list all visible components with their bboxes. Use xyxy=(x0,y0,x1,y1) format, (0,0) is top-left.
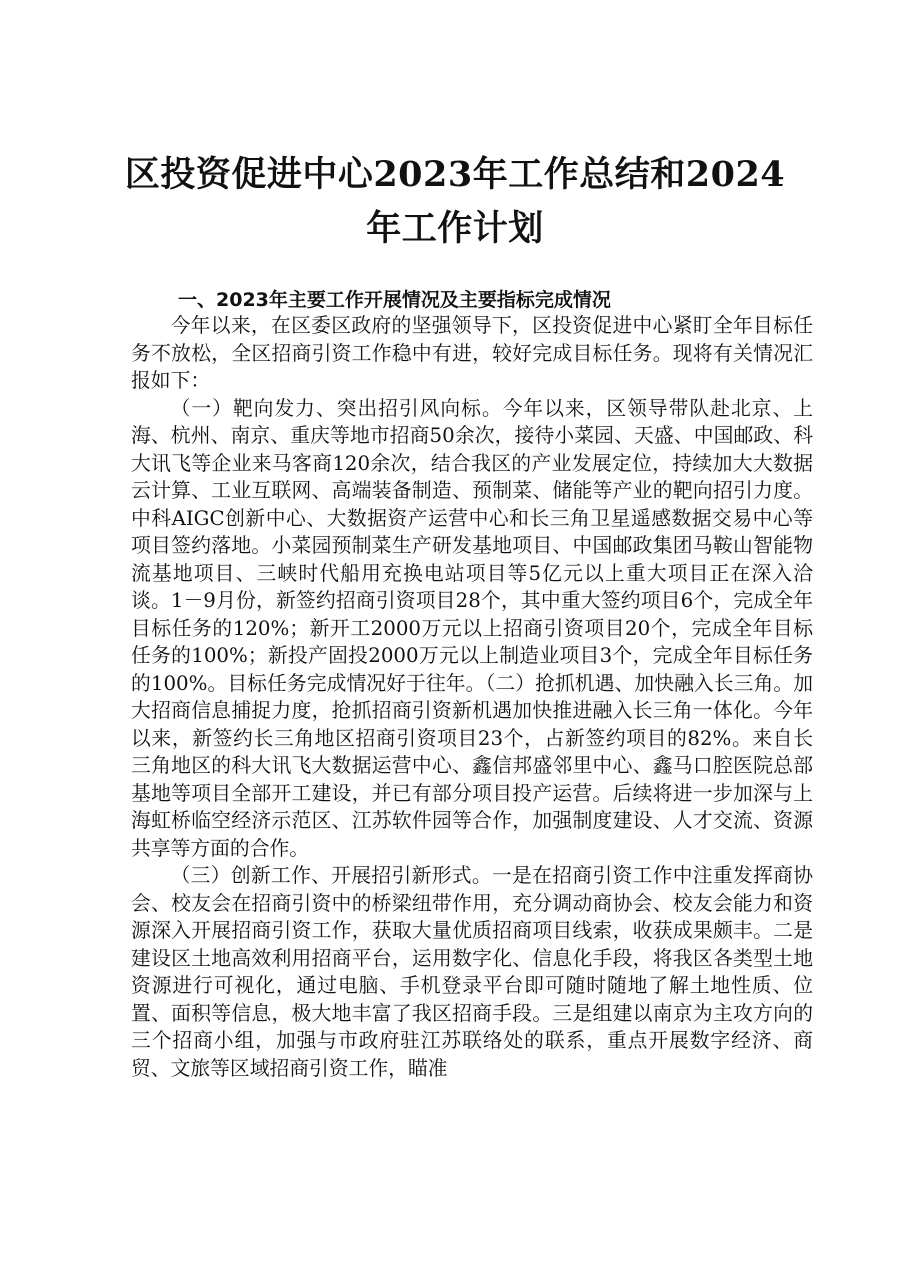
paragraph-innovation: （三）创新工作、开展招引新形式。一是在招商引资工作中注重发挥商协会、校友会在招商引资中的桥梁纽带作用，充分调动商协会、校友会能力和资源深入开展招商引资工作，获取大量优质招商项目线索，收获成果颇丰。二是建设区土地高效利用招商平台，运用数字化、信息化手段，将我区各类型土地资源进行可视化，通过电脑、手机登录平台即可随时随地了解土地性质、位置、面积等信息，极大地丰富了我区招商手段。三是组建以南京为主攻方向的三个招商小组，加强与市政府驻江苏联络处的联系，重点开展数字经济、商贸、文旅等区域招商引资工作，瞄准 xyxy=(131,864,813,1080)
paragraph-intro: 今年以来，在区委区政府的坚强领导下，区投资促进中心紧盯全年目标任务不放松，全区招商引资工作稳中有进，较好完成目标任务。现将有关情况汇报如下： xyxy=(131,314,813,392)
paragraph-targeted-investment: （一）靶向发力、突出招引风向标。今年以来，区领导带队赴北京、上海、杭州、南京、重庆等地市招商50余次，接待小菜园、天盛、中国邮政、科大讯飞等企业来马客商120余次，结合我区的产业发展定位，持续加大大数据云计算、工业互联网、高端装备制造、预制菜、储能等产业的靶向招引力度。中科AIGC创新中心、大数据资产运营中心和长三角卫星遥感数据交易中心等项目签约落地。小菜园预制菜生产研发基地项目、中国邮政集团马鞍山智能物流基地项目、三峡时代船用充换电站项目等5亿元以上重大项目正在深入洽谈。1－9月份，新签约招商引资项目28个，其中重大签约项目6个，完成全年目标任务的120%；新开工2000万元以上招商引资项目20个，完成全年目标任务的100%；新投产固投2000万元以上制造业项目3个，完成全年目标任务的100%。目标任务完成情况好于往年。（二）抢抓机遇、加快融入长三角。加大招商信息捕捉力度，抢抓招商引资新机遇加快推进融入长三角一体化。今年以来，新签约长三角地区招商引资项目23个，占新签约项目的82%。来自长三角地区的科大讯飞大数据运营中心、鑫信邦盛邻里中心、鑫马口腔医院总部基地等项目全部开工建设，并已有部分项目投产运营。后续将进一步加深与上海虹桥临空经济示范区、江苏软件园等合作，加强制度建设、人才交流、资源共享等方面的合作。 xyxy=(131,396,813,860)
section-heading: 一、2023年主要工作开展情况及主要指标完成情况 xyxy=(178,289,611,311)
document-title: 区投资促进中心2023年工作总结和2024年工作计划 xyxy=(124,154,786,249)
document-body xyxy=(131,312,813,1082)
